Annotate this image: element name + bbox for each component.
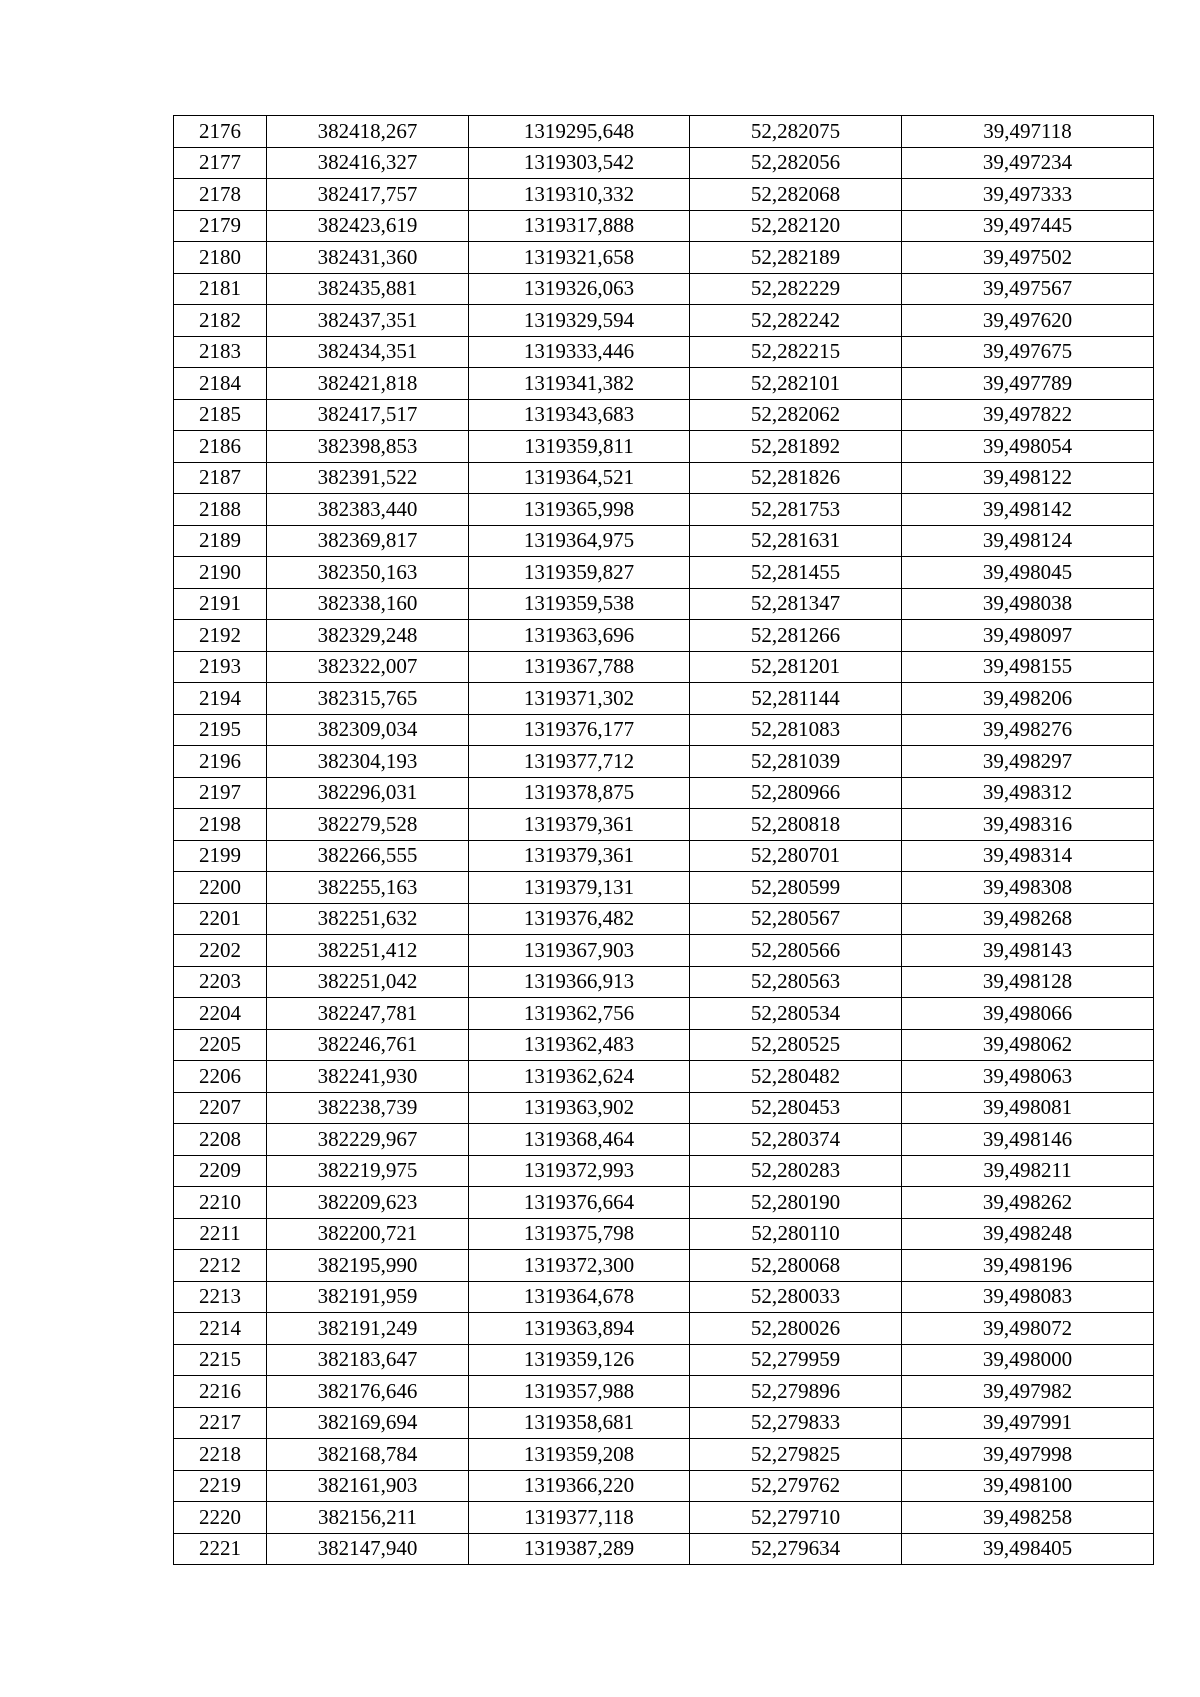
point-number-cell: 2183 <box>174 336 267 368</box>
point-number-cell: 2203 <box>174 966 267 998</box>
table-row <box>174 1502 1154 1534</box>
longitude-cell: 39,497567 <box>902 273 1154 305</box>
point-number-cell: 2199 <box>174 840 267 872</box>
x-coordinate-cell: 382195,990 <box>267 1250 469 1282</box>
table-row <box>174 588 1154 620</box>
table-row <box>174 368 1154 400</box>
point-number-cell: 2184 <box>174 368 267 400</box>
table-row <box>174 809 1154 841</box>
y-coordinate-cell: 1319359,538 <box>469 588 690 620</box>
longitude-cell: 39,498308 <box>902 872 1154 904</box>
latitude-cell: 52,280453 <box>690 1092 902 1124</box>
point-number-cell: 2215 <box>174 1344 267 1376</box>
x-coordinate-cell: 382161,903 <box>267 1470 469 1502</box>
y-coordinate-cell: 1319365,998 <box>469 494 690 526</box>
x-coordinate-cell: 382183,647 <box>267 1344 469 1376</box>
longitude-cell: 39,498062 <box>902 1029 1154 1061</box>
point-number-cell: 2214 <box>174 1313 267 1345</box>
latitude-cell: 52,280525 <box>690 1029 902 1061</box>
y-coordinate-cell: 1319364,521 <box>469 462 690 494</box>
y-coordinate-cell: 1319363,894 <box>469 1313 690 1345</box>
y-coordinate-cell: 1319376,664 <box>469 1187 690 1219</box>
longitude-cell: 39,497822 <box>902 399 1154 431</box>
y-coordinate-cell: 1319357,988 <box>469 1376 690 1408</box>
x-coordinate-cell: 382350,163 <box>267 557 469 589</box>
y-coordinate-cell: 1319377,118 <box>469 1502 690 1534</box>
latitude-cell: 52,281083 <box>690 714 902 746</box>
y-coordinate-cell: 1319333,446 <box>469 336 690 368</box>
longitude-cell: 39,498122 <box>902 462 1154 494</box>
y-coordinate-cell: 1319387,289 <box>469 1533 690 1565</box>
y-coordinate-cell: 1319378,875 <box>469 777 690 809</box>
y-coordinate-cell: 1319363,696 <box>469 620 690 652</box>
longitude-cell: 39,498054 <box>902 431 1154 463</box>
longitude-cell: 39,497445 <box>902 210 1154 242</box>
point-number-cell: 2189 <box>174 525 267 557</box>
table-row <box>174 1439 1154 1471</box>
latitude-cell: 52,280566 <box>690 935 902 967</box>
table-row <box>174 714 1154 746</box>
point-number-cell: 2190 <box>174 557 267 589</box>
longitude-cell: 39,497118 <box>902 116 1154 148</box>
point-number-cell: 2221 <box>174 1533 267 1565</box>
longitude-cell: 39,498038 <box>902 588 1154 620</box>
x-coordinate-cell: 382266,555 <box>267 840 469 872</box>
y-coordinate-cell: 1319362,756 <box>469 998 690 1030</box>
y-coordinate-cell: 1319379,131 <box>469 872 690 904</box>
point-number-cell: 2218 <box>174 1439 267 1471</box>
y-coordinate-cell: 1319366,220 <box>469 1470 690 1502</box>
longitude-cell: 39,498146 <box>902 1124 1154 1156</box>
y-coordinate-cell: 1319368,464 <box>469 1124 690 1156</box>
point-number-cell: 2219 <box>174 1470 267 1502</box>
point-number-cell: 2201 <box>174 903 267 935</box>
coordinates-table <box>173 115 1154 1565</box>
table-row <box>174 935 1154 967</box>
latitude-cell: 52,281039 <box>690 746 902 778</box>
x-coordinate-cell: 382416,327 <box>267 147 469 179</box>
longitude-cell: 39,498097 <box>902 620 1154 652</box>
point-number-cell: 2198 <box>174 809 267 841</box>
point-number-cell: 2194 <box>174 683 267 715</box>
x-coordinate-cell: 382147,940 <box>267 1533 469 1565</box>
latitude-cell: 52,281826 <box>690 462 902 494</box>
table-row <box>174 273 1154 305</box>
x-coordinate-cell: 382255,163 <box>267 872 469 904</box>
x-coordinate-cell: 382418,267 <box>267 116 469 148</box>
latitude-cell: 52,281201 <box>690 651 902 683</box>
x-coordinate-cell: 382168,784 <box>267 1439 469 1471</box>
y-coordinate-cell: 1319321,658 <box>469 242 690 274</box>
table-row <box>174 116 1154 148</box>
longitude-cell: 39,498128 <box>902 966 1154 998</box>
point-number-cell: 2210 <box>174 1187 267 1219</box>
point-number-cell: 2195 <box>174 714 267 746</box>
table-row <box>174 872 1154 904</box>
point-number-cell: 2211 <box>174 1218 267 1250</box>
table-row <box>174 557 1154 589</box>
table-row <box>174 1470 1154 1502</box>
y-coordinate-cell: 1319363,902 <box>469 1092 690 1124</box>
latitude-cell: 52,282062 <box>690 399 902 431</box>
point-number-cell: 2200 <box>174 872 267 904</box>
longitude-cell: 39,498405 <box>902 1533 1154 1565</box>
table-row <box>174 242 1154 274</box>
longitude-cell: 39,498072 <box>902 1313 1154 1345</box>
longitude-cell: 39,497234 <box>902 147 1154 179</box>
x-coordinate-cell: 382246,761 <box>267 1029 469 1061</box>
x-coordinate-cell: 382304,193 <box>267 746 469 778</box>
table-row <box>174 462 1154 494</box>
latitude-cell: 52,280110 <box>690 1218 902 1250</box>
point-number-cell: 2180 <box>174 242 267 274</box>
longitude-cell: 39,497620 <box>902 305 1154 337</box>
x-coordinate-cell: 382169,694 <box>267 1407 469 1439</box>
table-row <box>174 399 1154 431</box>
latitude-cell: 52,280033 <box>690 1281 902 1313</box>
point-number-cell: 2185 <box>174 399 267 431</box>
table-row <box>174 1124 1154 1156</box>
table-row <box>174 1155 1154 1187</box>
longitude-cell: 39,498081 <box>902 1092 1154 1124</box>
table-row <box>174 1533 1154 1565</box>
point-number-cell: 2208 <box>174 1124 267 1156</box>
latitude-cell: 52,281455 <box>690 557 902 589</box>
x-coordinate-cell: 382229,967 <box>267 1124 469 1156</box>
x-coordinate-cell: 382251,042 <box>267 966 469 998</box>
longitude-cell: 39,498262 <box>902 1187 1154 1219</box>
point-number-cell: 2181 <box>174 273 267 305</box>
y-coordinate-cell: 1319367,903 <box>469 935 690 967</box>
x-coordinate-cell: 382200,721 <box>267 1218 469 1250</box>
y-coordinate-cell: 1319310,332 <box>469 179 690 211</box>
table-row <box>174 431 1154 463</box>
y-coordinate-cell: 1319359,208 <box>469 1439 690 1471</box>
table-row <box>174 1407 1154 1439</box>
point-number-cell: 2213 <box>174 1281 267 1313</box>
x-coordinate-cell: 382417,517 <box>267 399 469 431</box>
table-row <box>174 620 1154 652</box>
longitude-cell: 39,498248 <box>902 1218 1154 1250</box>
x-coordinate-cell: 382191,249 <box>267 1313 469 1345</box>
longitude-cell: 39,497982 <box>902 1376 1154 1408</box>
table-row <box>174 1281 1154 1313</box>
x-coordinate-cell: 382279,528 <box>267 809 469 841</box>
table-row <box>174 305 1154 337</box>
latitude-cell: 52,280966 <box>690 777 902 809</box>
longitude-cell: 39,497789 <box>902 368 1154 400</box>
coordinates-table-body <box>174 116 1154 1565</box>
longitude-cell: 39,498314 <box>902 840 1154 872</box>
point-number-cell: 2205 <box>174 1029 267 1061</box>
latitude-cell: 52,280563 <box>690 966 902 998</box>
table-row <box>174 336 1154 368</box>
x-coordinate-cell: 382437,351 <box>267 305 469 337</box>
point-number-cell: 2193 <box>174 651 267 683</box>
point-number-cell: 2196 <box>174 746 267 778</box>
longitude-cell: 39,498268 <box>902 903 1154 935</box>
longitude-cell: 39,498100 <box>902 1470 1154 1502</box>
longitude-cell: 39,498258 <box>902 1502 1154 1534</box>
table-row <box>174 1061 1154 1093</box>
x-coordinate-cell: 382251,412 <box>267 935 469 967</box>
latitude-cell: 52,281266 <box>690 620 902 652</box>
y-coordinate-cell: 1319329,594 <box>469 305 690 337</box>
longitude-cell: 39,497998 <box>902 1439 1154 1471</box>
y-coordinate-cell: 1319371,302 <box>469 683 690 715</box>
y-coordinate-cell: 1319366,913 <box>469 966 690 998</box>
table-row <box>174 840 1154 872</box>
point-number-cell: 2217 <box>174 1407 267 1439</box>
latitude-cell: 52,280482 <box>690 1061 902 1093</box>
x-coordinate-cell: 382398,853 <box>267 431 469 463</box>
table-row <box>174 1187 1154 1219</box>
longitude-cell: 39,498196 <box>902 1250 1154 1282</box>
longitude-cell: 39,497675 <box>902 336 1154 368</box>
point-number-cell: 2204 <box>174 998 267 1030</box>
latitude-cell: 52,279833 <box>690 1407 902 1439</box>
table-row <box>174 1313 1154 1345</box>
x-coordinate-cell: 382434,351 <box>267 336 469 368</box>
latitude-cell: 52,281753 <box>690 494 902 526</box>
latitude-cell: 52,282075 <box>690 116 902 148</box>
table-row <box>174 494 1154 526</box>
latitude-cell: 52,282189 <box>690 242 902 274</box>
point-number-cell: 2182 <box>174 305 267 337</box>
x-coordinate-cell: 382383,440 <box>267 494 469 526</box>
longitude-cell: 39,498211 <box>902 1155 1154 1187</box>
longitude-cell: 39,498316 <box>902 809 1154 841</box>
latitude-cell: 52,281631 <box>690 525 902 557</box>
x-coordinate-cell: 382329,248 <box>267 620 469 652</box>
point-number-cell: 2187 <box>174 462 267 494</box>
x-coordinate-cell: 382296,031 <box>267 777 469 809</box>
point-number-cell: 2202 <box>174 935 267 967</box>
latitude-cell: 52,280599 <box>690 872 902 904</box>
latitude-cell: 52,280534 <box>690 998 902 1030</box>
latitude-cell: 52,279959 <box>690 1344 902 1376</box>
longitude-cell: 39,498276 <box>902 714 1154 746</box>
table-row <box>174 903 1154 935</box>
x-coordinate-cell: 382322,007 <box>267 651 469 683</box>
table-row <box>174 1250 1154 1282</box>
point-number-cell: 2177 <box>174 147 267 179</box>
table-row <box>174 210 1154 242</box>
longitude-cell: 39,498063 <box>902 1061 1154 1093</box>
x-coordinate-cell: 382241,930 <box>267 1061 469 1093</box>
x-coordinate-cell: 382315,765 <box>267 683 469 715</box>
latitude-cell: 52,281892 <box>690 431 902 463</box>
longitude-cell: 39,498206 <box>902 683 1154 715</box>
longitude-cell: 39,498297 <box>902 746 1154 778</box>
latitude-cell: 52,279634 <box>690 1533 902 1565</box>
table-row <box>174 1344 1154 1376</box>
y-coordinate-cell: 1319295,648 <box>469 116 690 148</box>
longitude-cell: 39,498083 <box>902 1281 1154 1313</box>
y-coordinate-cell: 1319376,177 <box>469 714 690 746</box>
y-coordinate-cell: 1319362,483 <box>469 1029 690 1061</box>
x-coordinate-cell: 382247,781 <box>267 998 469 1030</box>
table-row <box>174 777 1154 809</box>
point-number-cell: 2206 <box>174 1061 267 1093</box>
y-coordinate-cell: 1319367,788 <box>469 651 690 683</box>
latitude-cell: 52,282229 <box>690 273 902 305</box>
table-row <box>174 1092 1154 1124</box>
point-number-cell: 2188 <box>174 494 267 526</box>
x-coordinate-cell: 382391,522 <box>267 462 469 494</box>
y-coordinate-cell: 1319303,542 <box>469 147 690 179</box>
longitude-cell: 39,498155 <box>902 651 1154 683</box>
longitude-cell: 39,498045 <box>902 557 1154 589</box>
x-coordinate-cell: 382238,739 <box>267 1092 469 1124</box>
latitude-cell: 52,282120 <box>690 210 902 242</box>
point-number-cell: 2178 <box>174 179 267 211</box>
y-coordinate-cell: 1319359,126 <box>469 1344 690 1376</box>
x-coordinate-cell: 382431,360 <box>267 242 469 274</box>
latitude-cell: 52,280283 <box>690 1155 902 1187</box>
latitude-cell: 52,282101 <box>690 368 902 400</box>
latitude-cell: 52,280374 <box>690 1124 902 1156</box>
table-row <box>174 1218 1154 1250</box>
latitude-cell: 52,280026 <box>690 1313 902 1345</box>
y-coordinate-cell: 1319317,888 <box>469 210 690 242</box>
point-number-cell: 2176 <box>174 116 267 148</box>
x-coordinate-cell: 382251,632 <box>267 903 469 935</box>
x-coordinate-cell: 382191,959 <box>267 1281 469 1313</box>
longitude-cell: 39,498124 <box>902 525 1154 557</box>
latitude-cell: 52,280068 <box>690 1250 902 1282</box>
longitude-cell: 39,497502 <box>902 242 1154 274</box>
latitude-cell: 52,281144 <box>690 683 902 715</box>
latitude-cell: 52,279896 <box>690 1376 902 1408</box>
point-number-cell: 2197 <box>174 777 267 809</box>
latitude-cell: 52,279762 <box>690 1470 902 1502</box>
table-row <box>174 746 1154 778</box>
point-number-cell: 2186 <box>174 431 267 463</box>
x-coordinate-cell: 382309,034 <box>267 714 469 746</box>
latitude-cell: 52,280701 <box>690 840 902 872</box>
x-coordinate-cell: 382417,757 <box>267 179 469 211</box>
x-coordinate-cell: 382176,646 <box>267 1376 469 1408</box>
x-coordinate-cell: 382209,623 <box>267 1187 469 1219</box>
table-row <box>174 1029 1154 1061</box>
y-coordinate-cell: 1319343,683 <box>469 399 690 431</box>
latitude-cell: 52,282068 <box>690 179 902 211</box>
latitude-cell: 52,280818 <box>690 809 902 841</box>
latitude-cell: 52,279825 <box>690 1439 902 1471</box>
point-number-cell: 2179 <box>174 210 267 242</box>
latitude-cell: 52,280567 <box>690 903 902 935</box>
y-coordinate-cell: 1319377,712 <box>469 746 690 778</box>
y-coordinate-cell: 1319358,681 <box>469 1407 690 1439</box>
x-coordinate-cell: 382423,619 <box>267 210 469 242</box>
y-coordinate-cell: 1319364,678 <box>469 1281 690 1313</box>
y-coordinate-cell: 1319326,063 <box>469 273 690 305</box>
point-number-cell: 2207 <box>174 1092 267 1124</box>
latitude-cell: 52,282242 <box>690 305 902 337</box>
longitude-cell: 39,497991 <box>902 1407 1154 1439</box>
longitude-cell: 39,498143 <box>902 935 1154 967</box>
y-coordinate-cell: 1319359,811 <box>469 431 690 463</box>
y-coordinate-cell: 1319362,624 <box>469 1061 690 1093</box>
point-number-cell: 2209 <box>174 1155 267 1187</box>
point-number-cell: 2212 <box>174 1250 267 1282</box>
table-row <box>174 683 1154 715</box>
x-coordinate-cell: 382435,881 <box>267 273 469 305</box>
latitude-cell: 52,282056 <box>690 147 902 179</box>
y-coordinate-cell: 1319379,361 <box>469 809 690 841</box>
longitude-cell: 39,498142 <box>902 494 1154 526</box>
longitude-cell: 39,497333 <box>902 179 1154 211</box>
table-row <box>174 998 1154 1030</box>
x-coordinate-cell: 382421,818 <box>267 368 469 400</box>
table-row <box>174 179 1154 211</box>
x-coordinate-cell: 382338,160 <box>267 588 469 620</box>
y-coordinate-cell: 1319372,300 <box>469 1250 690 1282</box>
y-coordinate-cell: 1319372,993 <box>469 1155 690 1187</box>
table-row <box>174 966 1154 998</box>
longitude-cell: 39,498066 <box>902 998 1154 1030</box>
longitude-cell: 39,498000 <box>902 1344 1154 1376</box>
point-number-cell: 2191 <box>174 588 267 620</box>
point-number-cell: 2216 <box>174 1376 267 1408</box>
table-row <box>174 147 1154 179</box>
point-number-cell: 2220 <box>174 1502 267 1534</box>
table-row <box>174 525 1154 557</box>
point-number-cell: 2192 <box>174 620 267 652</box>
latitude-cell: 52,280190 <box>690 1187 902 1219</box>
y-coordinate-cell: 1319376,482 <box>469 903 690 935</box>
y-coordinate-cell: 1319379,361 <box>469 840 690 872</box>
latitude-cell: 52,281347 <box>690 588 902 620</box>
latitude-cell: 52,279710 <box>690 1502 902 1534</box>
y-coordinate-cell: 1319359,827 <box>469 557 690 589</box>
y-coordinate-cell: 1319364,975 <box>469 525 690 557</box>
x-coordinate-cell: 382219,975 <box>267 1155 469 1187</box>
latitude-cell: 52,282215 <box>690 336 902 368</box>
table-row <box>174 1376 1154 1408</box>
x-coordinate-cell: 382369,817 <box>267 525 469 557</box>
longitude-cell: 39,498312 <box>902 777 1154 809</box>
y-coordinate-cell: 1319375,798 <box>469 1218 690 1250</box>
x-coordinate-cell: 382156,211 <box>267 1502 469 1534</box>
y-coordinate-cell: 1319341,382 <box>469 368 690 400</box>
table-row <box>174 651 1154 683</box>
